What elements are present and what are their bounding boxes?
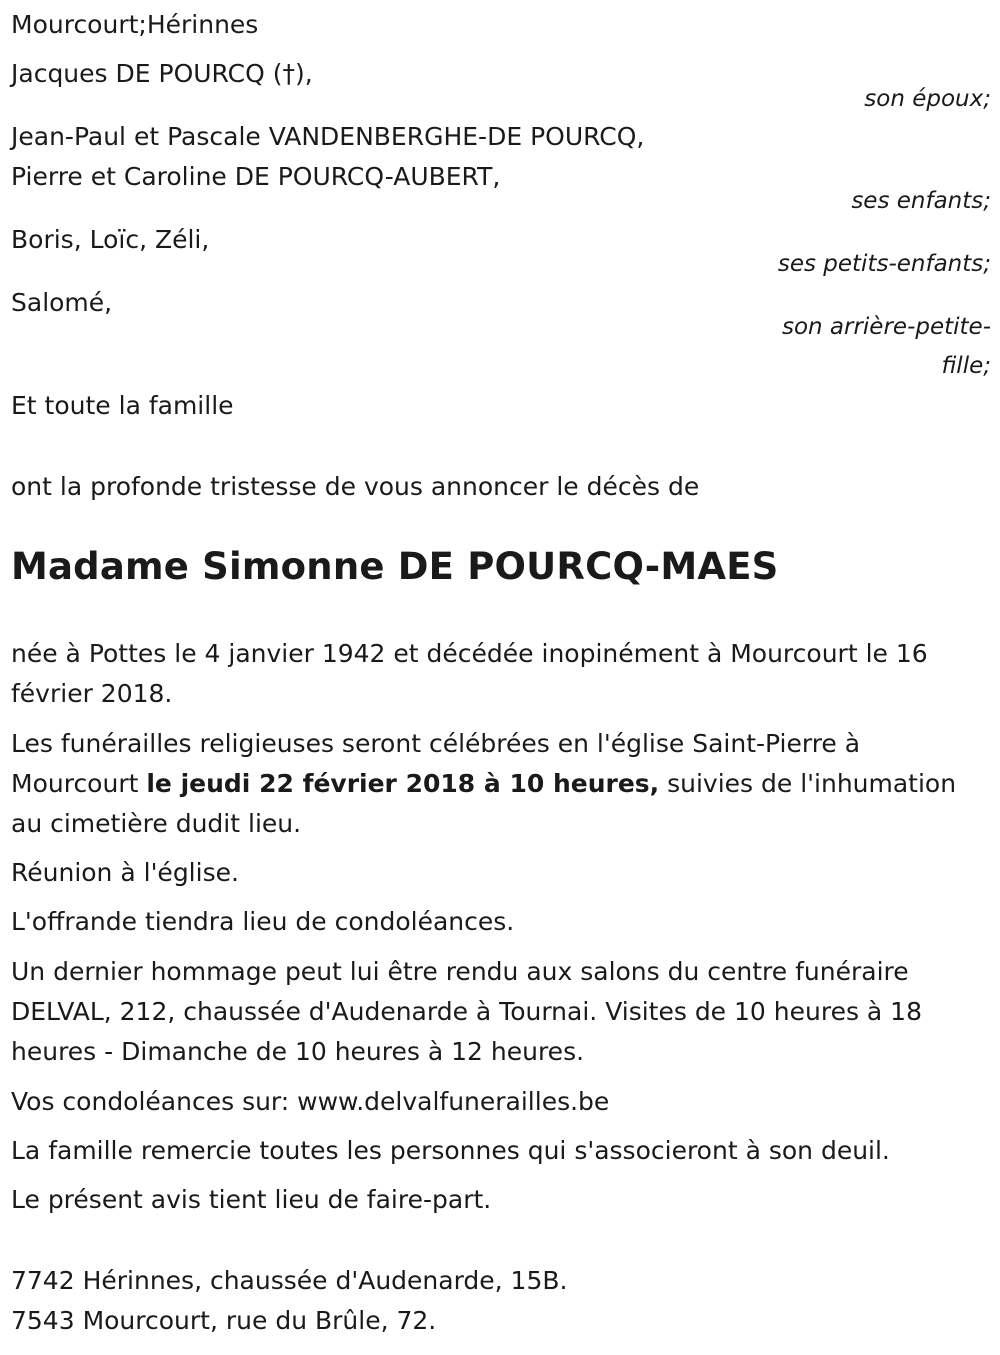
tribute-info: Un dernier hommage peut lui être rendu aux salons du centre funéraire DELVAL, 212, chaussée d'Audenarde à Tournai. Visites de 10 heures à 18 heures - Dimanche de 10 heures à 12 heures.: [11, 957, 922, 1066]
spouse-name: Jacques DE POURCQ (†),: [11, 59, 313, 88]
funeral-date: le jeudi 22 février 2018 à 10 heures,: [146, 769, 660, 798]
localities-header: Mourcourt;Hérinnes: [11, 10, 259, 39]
grandchildren-relation: ses petits-enfants;: [777, 251, 991, 277]
meeting-info: Réunion à l'église.: [11, 858, 239, 887]
address: 7543 Mourcourt, rue du Brûle, 72.: [11, 1306, 437, 1335]
children-relation: ses enfants;: [851, 188, 991, 214]
condolences-info: Vos condoléances sur: www.delvalfunerailles.be: [11, 1087, 610, 1116]
child-name: Jean-Paul et Pascale VANDENBERGHE-DE POURCQ,: [11, 122, 645, 151]
offering-info: L'offrande tiendra lieu de condoléances.: [11, 907, 515, 936]
address: 7742 Hérinnes, chaussée d'Audenarde, 15B.: [11, 1266, 568, 1295]
notice-text: Le présent avis tient lieu de faire-part.: [11, 1185, 492, 1214]
funeral-text-after: suivies de l'inhumation au cimetière dudit lieu.: [11, 769, 957, 838]
birth-death-details: née à Pottes le 4 janvier 1942 et décédée inopinément à Mourcourt le 16 février 2018.: [11, 639, 928, 708]
funeral-details: [11, 724, 991, 844]
great-grandchild-relation-line1: son arrière-petite-: [781, 314, 991, 340]
funeral-text-before: Les funérailles religieuses seront célébrées en l'église Saint-Pierre à Mourcourt: [11, 729, 861, 798]
spouse-relation: son époux;: [864, 86, 991, 112]
great-grandchild-relation-line2: fille;: [941, 353, 991, 379]
child-name: Pierre et Caroline DE POURCQ-AUBERT,: [11, 162, 501, 191]
grandchildren-names: Boris, Loïc, Zéli,: [11, 225, 210, 254]
deceased-name: Madame Simonne DE POURCQ-MAES: [11, 545, 779, 588]
whole-family: Et toute la famille: [11, 391, 234, 420]
great-grandchild-name: Salomé,: [11, 288, 113, 317]
announcement-text: ont la profonde tristesse de vous annoncer le décès de: [11, 472, 700, 501]
thanks-text: La famille remercie toutes les personnes qui s'associeront à son deuil.: [11, 1136, 890, 1165]
